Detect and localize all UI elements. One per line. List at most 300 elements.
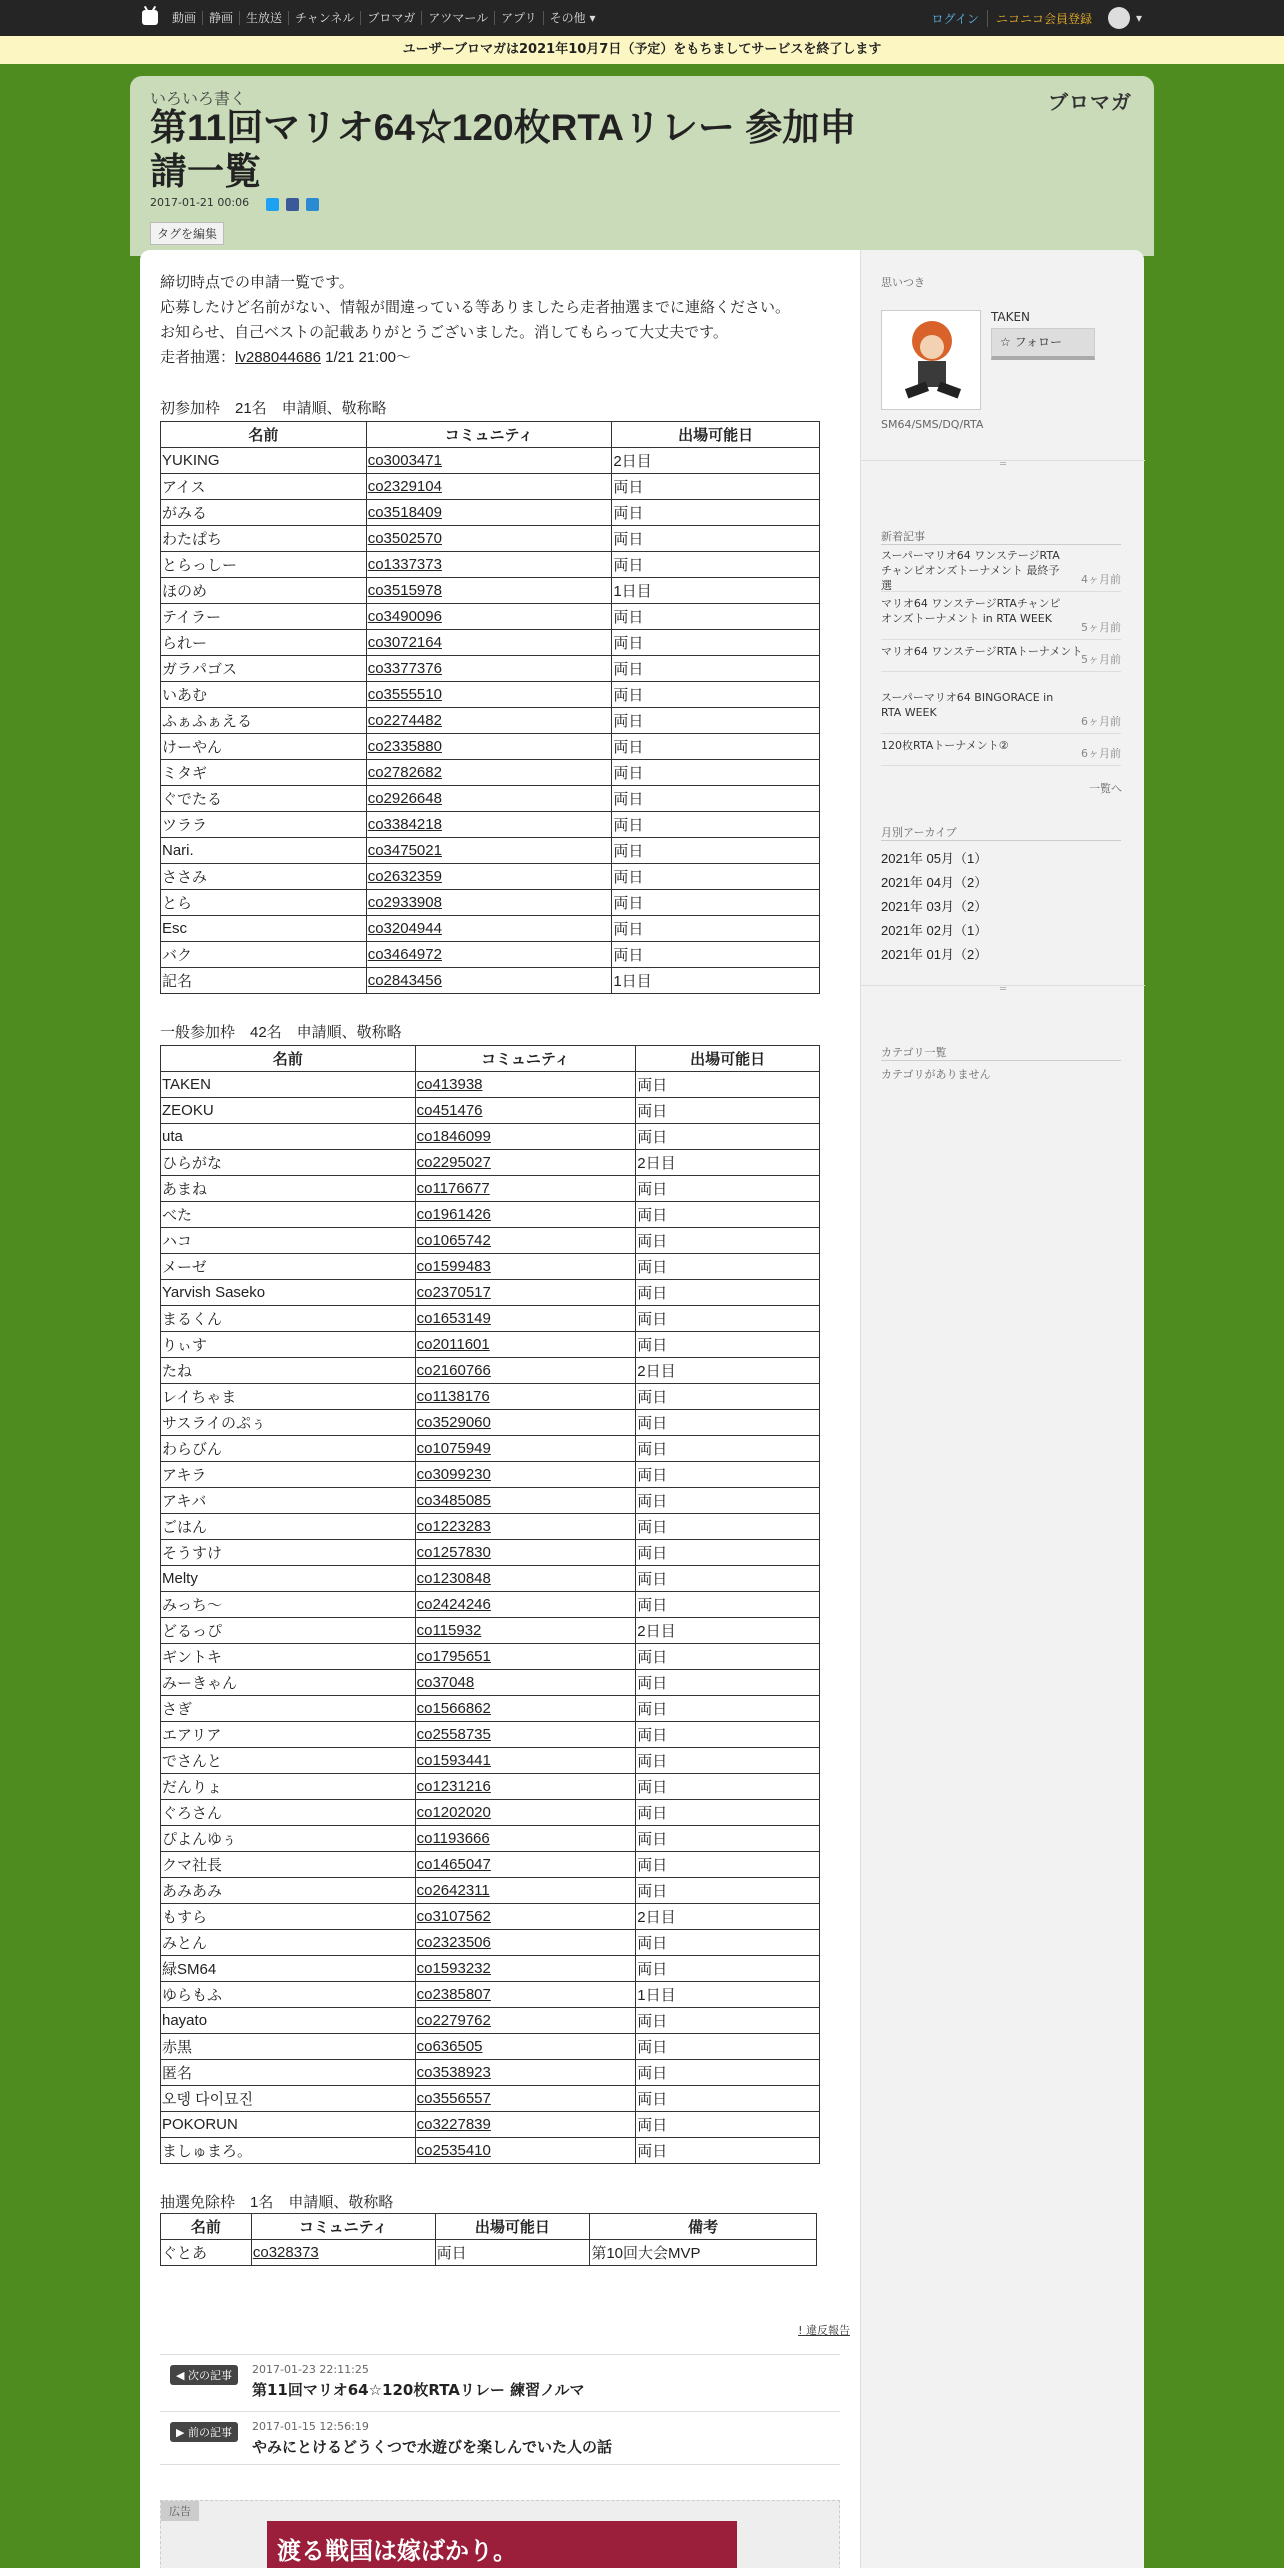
table-row [161, 916, 820, 942]
runner-name: べた [161, 1202, 416, 1228]
community-link[interactable]: co2295027 [415, 1150, 636, 1176]
prev-article[interactable] [160, 2411, 840, 2465]
ad-label: 広告 [161, 2501, 199, 2521]
runner-name: ハコ [161, 1228, 416, 1254]
community-link[interactable]: co2274482 [366, 708, 612, 734]
table-row [161, 1332, 820, 1358]
archive-item[interactable]: 2021年 04月（2） [881, 875, 988, 890]
rule [881, 544, 1121, 545]
community-link[interactable]: co2926648 [366, 786, 612, 812]
available-day: 両日 [612, 500, 820, 526]
table-row [161, 1800, 820, 1826]
column-header: コミュニティ [251, 2214, 435, 2240]
community-link[interactable]: co2011601 [415, 1332, 636, 1358]
runner-name: ましゅまろ。 [161, 2138, 416, 2164]
rule [881, 1060, 1121, 1061]
community-link[interactable]: co2843456 [366, 968, 612, 994]
runner-name: ふぁふぁえる [161, 708, 367, 734]
available-day: 2日目 [636, 1618, 820, 1644]
new-article-title[interactable]: 120枚RTAトーナメント② [881, 739, 1009, 752]
runner-name: みとん [161, 1930, 416, 1956]
available-day: 両日 [636, 1254, 820, 1280]
blog-name[interactable]: いろいろ書く [150, 89, 247, 108]
community-link[interactable]: co37048 [415, 1670, 636, 1696]
column-header: 備考 [590, 2214, 817, 2240]
niconico-logo-icon[interactable] [142, 10, 158, 25]
community-link[interactable]: co1593232 [415, 1956, 636, 1982]
community-link[interactable]: co1795651 [415, 1644, 636, 1670]
runner-name: どるっぴ [161, 1618, 416, 1644]
new-article-item[interactable] [881, 690, 1121, 734]
runner-name: られー [161, 630, 367, 656]
table-row [161, 1280, 820, 1306]
community-link[interactable]: co2335880 [366, 734, 612, 760]
available-day: 両日 [435, 2240, 590, 2266]
available-day: 1日目 [612, 968, 820, 994]
available-day: 両日 [636, 1514, 820, 1540]
new-article-item[interactable] [881, 548, 1121, 592]
column-header: 名前 [161, 2214, 252, 2240]
available-day: 2日目 [636, 1358, 820, 1384]
table-row [161, 890, 820, 916]
community-link[interactable]: co1593441 [415, 1748, 636, 1774]
more-link[interactable]: 一覧へ [1089, 782, 1122, 795]
community-link[interactable]: co2279762 [415, 2008, 636, 2034]
available-day: 両日 [612, 630, 820, 656]
runner-name: 赤黒 [161, 2034, 416, 2060]
login-link[interactable]: ログイン [931, 11, 979, 26]
community-link[interactable]: co1223283 [415, 1514, 636, 1540]
column-header: 出場可能日 [435, 2214, 590, 2240]
ad-banner[interactable] [267, 2521, 737, 2568]
available-day: 両日 [636, 1410, 820, 1436]
community-link[interactable]: co3072164 [366, 630, 612, 656]
runner-name: 記名 [161, 968, 367, 994]
runner-name: とらっしー [161, 552, 367, 578]
available-day: 両日 [636, 1696, 820, 1722]
available-day: 両日 [612, 708, 820, 734]
article-body [140, 250, 860, 2568]
runner-name: ささみ [161, 864, 367, 890]
table-row [161, 1254, 820, 1280]
runner-name: わたぱち [161, 526, 367, 552]
lottery-line [160, 345, 790, 370]
available-day: 両日 [612, 786, 820, 812]
community-link[interactable]: co3384218 [366, 812, 612, 838]
community-link[interactable]: co2535410 [415, 2138, 636, 2164]
available-day: 両日 [636, 1280, 820, 1306]
runner-name: だんりょ [161, 1774, 416, 1800]
chevron-down-icon[interactable]: ▾ [585, 11, 596, 25]
bromaga-logo[interactable]: ブロマガ [1048, 90, 1132, 114]
available-day: 両日 [636, 1878, 820, 1904]
community-link[interactable]: co3518409 [366, 500, 612, 526]
runner-name: TAKEN [161, 1072, 416, 1098]
table-row [161, 864, 820, 890]
report-link[interactable]: ! 違反報告 [798, 2324, 850, 2337]
table-row [161, 1618, 820, 1644]
top-nav [166, 0, 602, 36]
community-link[interactable]: co1961426 [415, 1202, 636, 1228]
community-link[interactable]: co3204944 [366, 916, 612, 942]
column-header: コミュニティ [366, 422, 612, 448]
register-link[interactable]: ニコニコ会員登録 [987, 10, 1092, 27]
community-link[interactable]: co3529060 [415, 1410, 636, 1436]
table-row [161, 1774, 820, 1800]
top-bar [0, 0, 1284, 36]
twitter-share-icon[interactable] [266, 198, 279, 211]
runner-name: ぐでたる [161, 786, 367, 812]
runner-name: とら [161, 890, 367, 916]
community-link[interactable]: co2370517 [415, 1280, 636, 1306]
runner-name: 匿名 [161, 2060, 416, 2086]
runner-name: ぐとあ [161, 2240, 252, 2266]
runner-name: POKORUN [161, 2112, 416, 2138]
table-row [161, 786, 820, 812]
new-article-title[interactable]: マリオ64 ワンステージRTAチャンピオンズトーナメント in RTA WEEK [881, 597, 1061, 625]
runner-name: Melty [161, 1566, 416, 1592]
profile-description: SM64/SMS/DQ/RTA [881, 418, 984, 431]
available-day: 両日 [636, 1956, 820, 1982]
sidebar-separator: ═ [861, 985, 1145, 999]
community-link[interactable]: co3490096 [366, 604, 612, 630]
runner-name: レイちゃま [161, 1384, 416, 1410]
star-icon: ☆ [1000, 335, 1015, 349]
archive-item[interactable]: 2021年 02月（1） [881, 923, 988, 938]
runner-name: 緑SM64 [161, 1956, 416, 1982]
runner-name: Nari. [161, 838, 367, 864]
community-link[interactable]: co2385807 [415, 1982, 636, 2008]
archive-item[interactable]: 2021年 03月（2） [881, 899, 988, 914]
table-row [161, 1358, 820, 1384]
runner-name: そうすけ [161, 1540, 416, 1566]
next-article-title[interactable]: 第11回マリオ64☆120枚RTAリレー 練習ノルマ [252, 2381, 585, 2399]
chevron-down-icon[interactable]: ▾ [1135, 11, 1142, 25]
community-link[interactable]: co2329104 [366, 474, 612, 500]
table-row [161, 1228, 820, 1254]
follow-button[interactable] [991, 328, 1095, 360]
facebook-share-icon[interactable] [286, 198, 299, 211]
community-link[interactable]: co2642311 [415, 1878, 636, 1904]
profile-name[interactable]: TAKEN [991, 310, 1031, 324]
available-day: 両日 [636, 1670, 820, 1696]
runner-name: Yarvish Saseko [161, 1280, 416, 1306]
nav-item[interactable]: ブロマガ [360, 11, 421, 25]
community-link[interactable]: co2323506 [415, 1930, 636, 1956]
archive-item[interactable]: 2021年 01月（2） [881, 947, 988, 962]
available-day: 両日 [612, 552, 820, 578]
avatar[interactable] [1108, 7, 1130, 29]
table-row [161, 1124, 820, 1150]
community-link[interactable]: co115932 [415, 1618, 636, 1644]
runner-name: ごはん [161, 1514, 416, 1540]
first-entry-heading: 初参加枠 21名 申請順、敬称略 [160, 400, 387, 417]
nav-item[interactable]: その他 ▾ [543, 11, 602, 25]
available-day: 両日 [612, 812, 820, 838]
table-row [161, 1826, 820, 1852]
community-link[interactable]: co1566862 [415, 1696, 636, 1722]
column-header: 名前 [161, 422, 367, 448]
community-link[interactable]: co3502570 [366, 526, 612, 552]
nav-item[interactable]: アツマール [421, 11, 494, 25]
available-day: 両日 [612, 604, 820, 630]
community-link[interactable]: co1230848 [415, 1566, 636, 1592]
runner-name: みーきゃん [161, 1670, 416, 1696]
community-link[interactable]: co2782682 [366, 760, 612, 786]
prev-article-badge: ▶ 前の記事 [170, 2422, 238, 2442]
runner-name: あみあみ [161, 1878, 416, 1904]
available-day: 2日目 [636, 1904, 820, 1930]
community-link[interactable]: co3377376 [366, 656, 612, 682]
available-day: 両日 [612, 760, 820, 786]
runner-name: メーゼ [161, 1254, 416, 1280]
table-row [161, 604, 820, 630]
community-link[interactable]: co3107562 [415, 1904, 636, 1930]
intro-line: 締切時点での申請一覧です。 [160, 274, 354, 291]
ad-text: 渡る戦国は嫁ばかり。 [277, 2537, 517, 2565]
new-article-title[interactable]: マリオ64 ワンステージRTAトーナメント [881, 645, 1083, 658]
runner-name: がみる [161, 500, 367, 526]
community-link[interactable]: co3485085 [415, 1488, 636, 1514]
table-row [161, 526, 820, 552]
lottery-label: 走者抽選： [160, 349, 236, 366]
column-header: 出場可能日 [636, 1046, 820, 1072]
available-day: 両日 [636, 1332, 820, 1358]
table-row [161, 1540, 820, 1566]
table-row [161, 1098, 820, 1124]
community-link[interactable]: co1846099 [415, 1124, 636, 1150]
runner-name: りぃす [161, 1332, 416, 1358]
community-link[interactable]: co2160766 [415, 1358, 636, 1384]
new-article-item[interactable] [881, 738, 1121, 766]
follow-label: フォロー [1014, 335, 1062, 349]
available-day: 両日 [636, 1488, 820, 1514]
community-link[interactable]: co1257830 [415, 1540, 636, 1566]
nav-item[interactable]: 生放送 [239, 11, 288, 25]
available-day: 両日 [636, 1852, 820, 1878]
table-row [161, 2008, 820, 2034]
available-day: 両日 [636, 1176, 820, 1202]
available-day: 両日 [636, 1098, 820, 1124]
runner-name: もすら [161, 1904, 416, 1930]
available-day: 両日 [612, 656, 820, 682]
new-article-item[interactable] [881, 596, 1121, 640]
available-day: 両日 [636, 1748, 820, 1774]
available-day: 両日 [636, 2060, 820, 2086]
community-link[interactable]: co1202020 [415, 1800, 636, 1826]
archive-item[interactable]: 2021年 05月（1） [881, 851, 988, 866]
community-link[interactable]: co1193666 [415, 1826, 636, 1852]
community-link[interactable]: co1653149 [415, 1306, 636, 1332]
runner-name: みっち～ [161, 1592, 416, 1618]
community-link[interactable]: co1065742 [415, 1228, 636, 1254]
table-row [161, 656, 820, 682]
sidebar-section-title: 思いつき [881, 276, 925, 289]
table-row [161, 708, 820, 734]
available-day: 両日 [612, 864, 820, 890]
table-row [161, 1384, 820, 1410]
available-day: 両日 [612, 890, 820, 916]
available-day: 両日 [636, 2008, 820, 2034]
runner-name: hayato [161, 2008, 416, 2034]
runner-name: ひらがな [161, 1150, 416, 1176]
available-day: 両日 [612, 838, 820, 864]
profile-character-icon [882, 311, 981, 410]
table-row [161, 838, 820, 864]
runner-name: でさんと [161, 1748, 416, 1774]
runner-name: 오뎅 다이묘진 [161, 2086, 416, 2112]
table-row [161, 2112, 820, 2138]
community-link[interactable]: co3555510 [366, 682, 612, 708]
available-day: 両日 [636, 2034, 820, 2060]
table-row [161, 1202, 820, 1228]
available-day: 両日 [612, 526, 820, 552]
nav-item[interactable]: 静画 [202, 11, 239, 25]
sidebar-separator: ═ [861, 460, 1145, 474]
table-row [161, 942, 820, 968]
general-entry-table [160, 1045, 820, 2164]
available-day: 両日 [636, 1722, 820, 1748]
table-row [161, 760, 820, 786]
table-row [161, 1592, 820, 1618]
runner-name: テイラー [161, 604, 367, 630]
new-article-title[interactable]: スーパーマリオ64 ワンステージRTAチャンピオンズトーナメント 最終予選 [881, 549, 1060, 592]
new-article-title[interactable]: スーパーマリオ64 BINGORACE in RTA WEEK [881, 691, 1054, 719]
community-link[interactable]: co1465047 [415, 1852, 636, 1878]
community-link[interactable]: co1176677 [415, 1176, 636, 1202]
category-empty: カテゴリがありません [881, 1068, 991, 1081]
table-row [161, 2034, 820, 2060]
prev-article-title[interactable]: やみにとけるどうくつで水遊びを楽しんでいた人の話 [252, 2438, 613, 2456]
runner-name: ZEOKU [161, 1098, 416, 1124]
available-day: 両日 [612, 942, 820, 968]
runner-name: けーやん [161, 734, 367, 760]
table-row [161, 630, 820, 656]
available-day: 両日 [636, 1384, 820, 1410]
community-link[interactable]: co3227839 [415, 2112, 636, 2138]
table-row [161, 2086, 820, 2112]
exempt-entry-heading: 抽選免除枠 1名 申請順、敬称略 [160, 2194, 394, 2211]
category-heading: カテゴリ一覧 [881, 1046, 947, 1059]
community-link[interactable]: co2424246 [415, 1592, 636, 1618]
runner-name: たね [161, 1358, 416, 1384]
community-link[interactable]: co3556557 [415, 2086, 636, 2112]
runner-name: uta [161, 1124, 416, 1150]
note-cell: 第10回大会MVP [590, 2240, 817, 2266]
column-header: 出場可能日 [612, 422, 820, 448]
community-link[interactable]: co1337373 [366, 552, 612, 578]
available-day: 両日 [636, 1436, 820, 1462]
column-header: 名前 [161, 1046, 416, 1072]
lottery-link[interactable]: lv288044686 [235, 349, 321, 366]
table-row [161, 1072, 820, 1098]
community-link[interactable]: co3464972 [366, 942, 612, 968]
nav-item[interactable]: 動画 [172, 11, 197, 25]
community-link[interactable]: co2558735 [415, 1722, 636, 1748]
column-header: コミュニティ [415, 1046, 636, 1072]
community-link[interactable]: co3099230 [415, 1462, 636, 1488]
available-day: 両日 [636, 2086, 820, 2112]
exempt-entry-table [160, 2213, 817, 2266]
new-article-item[interactable] [881, 644, 1121, 672]
nav-item[interactable]: チャンネル [288, 11, 360, 25]
runner-name: ミタギ [161, 760, 367, 786]
table-row [161, 500, 820, 526]
runner-name: ガラパゴス [161, 656, 367, 682]
table-row [161, 1644, 820, 1670]
first-entry-table [160, 421, 820, 994]
sidebar [860, 250, 1144, 2568]
runner-name: YUKING [161, 448, 367, 474]
new-articles-heading: 新着記事 [881, 530, 925, 543]
table-row [161, 1878, 820, 1904]
available-day: 2日目 [612, 448, 820, 474]
table-row [161, 1722, 820, 1748]
table-row [161, 734, 820, 760]
runner-name: バク [161, 942, 367, 968]
available-day: 両日 [636, 1202, 820, 1228]
available-day: 両日 [612, 734, 820, 760]
table-row [161, 1982, 820, 2008]
runner-name: ぐろさん [161, 1800, 416, 1826]
prev-article-date: 2017-01-15 12:56:19 [252, 2420, 369, 2433]
community-link[interactable]: co2632359 [366, 864, 612, 890]
community-link[interactable]: co328373 [251, 2240, 435, 2266]
bookmark-share-icon[interactable] [306, 198, 319, 211]
community-link[interactable]: co1599483 [415, 1254, 636, 1280]
community-link[interactable]: co636505 [415, 2034, 636, 2060]
next-article[interactable] [160, 2354, 840, 2408]
community-link[interactable]: co413938 [415, 1072, 636, 1098]
table-row [161, 682, 820, 708]
table-row [161, 2240, 817, 2266]
lottery-time: 1/21 21:00～ [320, 349, 412, 366]
table-row [161, 2060, 820, 2086]
community-link[interactable]: co3475021 [366, 838, 612, 864]
table-row [161, 1488, 820, 1514]
tag-edit-button[interactable]: タグを編集 [150, 222, 224, 245]
community-link[interactable]: co451476 [415, 1098, 636, 1124]
profile-image[interactable] [881, 310, 981, 410]
available-day: 両日 [636, 1124, 820, 1150]
community-link[interactable]: co1138176 [415, 1384, 636, 1410]
community-link[interactable]: co3538923 [415, 2060, 636, 2086]
runner-name: ツララ [161, 812, 367, 838]
content-panel [140, 250, 1144, 2568]
table-row [161, 552, 820, 578]
table-row [161, 448, 820, 474]
new-article-ago: 4ヶ月前 [1081, 573, 1121, 586]
community-link[interactable]: co2933908 [366, 890, 612, 916]
community-link[interactable]: co1075949 [415, 1436, 636, 1462]
available-day: 両日 [636, 1072, 820, 1098]
table-row [161, 1514, 820, 1540]
available-day: 両日 [612, 916, 820, 942]
community-link[interactable]: co3515978 [366, 578, 612, 604]
blog-header [130, 76, 1154, 256]
intro-line: 応募したけど名前がない、情報が間違っている等ありましたら走者抽選までに連絡ください。 [160, 299, 791, 316]
table-row [161, 1566, 820, 1592]
runner-name: いあむ [161, 682, 367, 708]
available-day: 両日 [612, 474, 820, 500]
nav-item[interactable]: アプリ [494, 11, 543, 25]
available-day: 両日 [636, 1592, 820, 1618]
community-link[interactable]: co3003471 [366, 448, 612, 474]
available-day: 両日 [636, 1930, 820, 1956]
service-notice: ユーザーブロマガは2021年10月7日（予定）をもちましてサービスを終了します [0, 36, 1284, 64]
available-day: 両日 [636, 1462, 820, 1488]
community-link[interactable]: co1231216 [415, 1774, 636, 1800]
